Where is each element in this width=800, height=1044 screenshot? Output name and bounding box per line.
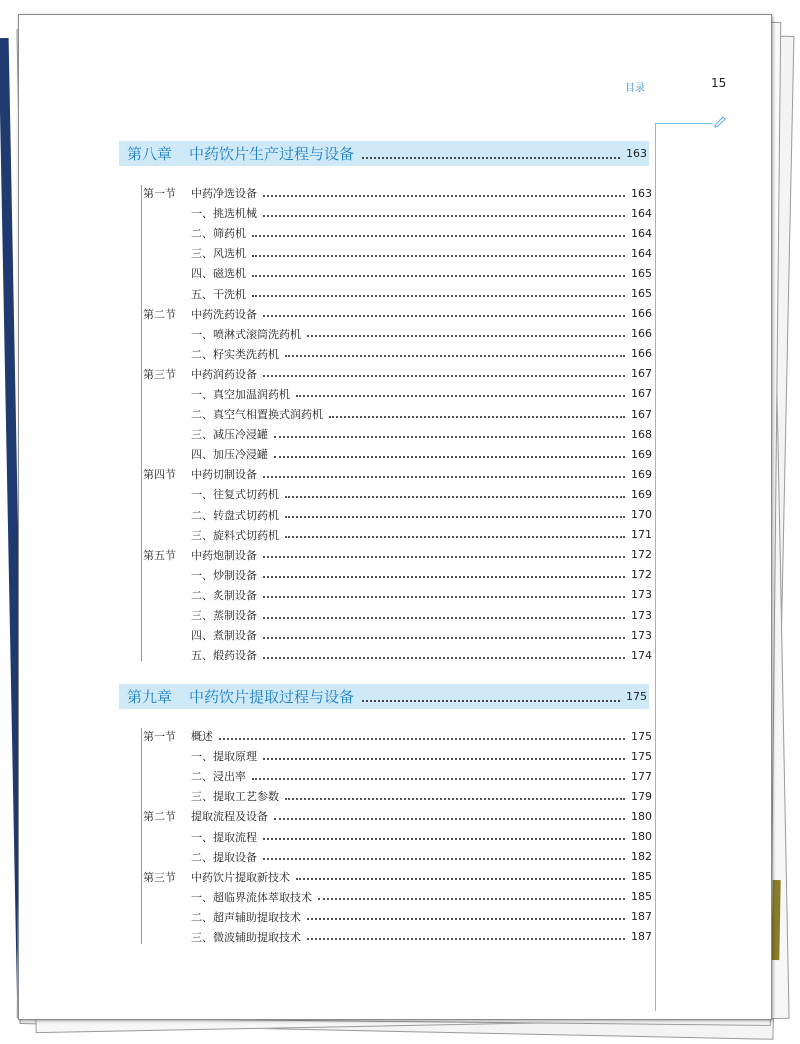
entry-title: 二、超声辅助提取技术 bbox=[191, 910, 301, 924]
entry-title: 二、筛药机 bbox=[191, 227, 246, 241]
entry-title: 四、加压冷浸罐 bbox=[191, 448, 268, 462]
chapter-number: 第八章 bbox=[127, 145, 173, 163]
leader-dots bbox=[263, 375, 625, 377]
toc-section-row[interactable] bbox=[143, 183, 652, 203]
toc-section-row[interactable] bbox=[143, 304, 652, 324]
toc-item-row[interactable] bbox=[143, 203, 652, 223]
toc-section-row[interactable] bbox=[143, 364, 652, 384]
entry-page: 175 bbox=[631, 749, 652, 763]
margin-rule-top bbox=[655, 123, 713, 124]
section-number: 第二节 bbox=[143, 810, 176, 824]
toc-item-row[interactable] bbox=[143, 384, 652, 404]
leader-dots bbox=[263, 637, 625, 639]
entry-title: 三、风选机 bbox=[191, 247, 246, 261]
leader-dots bbox=[252, 295, 625, 297]
leader-dots bbox=[296, 878, 625, 880]
chapter-heading[interactable] bbox=[119, 684, 649, 709]
leader-dots bbox=[219, 738, 625, 740]
entry-page: 187 bbox=[631, 930, 652, 944]
entry-title: 二、炙制设备 bbox=[191, 588, 257, 602]
entry-title: 一、超临界流体萃取技术 bbox=[191, 890, 312, 904]
chapter-page: 163 bbox=[626, 147, 647, 160]
leader-dots bbox=[307, 335, 625, 337]
entry-page: 172 bbox=[631, 568, 652, 582]
leader-dots bbox=[285, 536, 625, 538]
toc-section-row[interactable] bbox=[143, 545, 652, 565]
toc-list bbox=[143, 726, 652, 947]
leader-dots bbox=[307, 918, 625, 920]
entry-page: 163 bbox=[631, 186, 652, 200]
section-number: 第三节 bbox=[143, 367, 176, 381]
entry-title: 三、减压冷浸罐 bbox=[191, 428, 268, 442]
entry-title: 二、转盘式切药机 bbox=[191, 508, 279, 522]
entry-page: 172 bbox=[631, 548, 652, 562]
toc-item-row[interactable] bbox=[143, 605, 652, 625]
entry-page: 187 bbox=[631, 910, 652, 924]
entry-page: 164 bbox=[631, 226, 652, 240]
section-number: 第三节 bbox=[143, 870, 176, 884]
toc-item-row[interactable] bbox=[143, 887, 652, 907]
entry-title: 中药饮片提取新技术 bbox=[191, 870, 290, 884]
leader-dots bbox=[362, 700, 620, 702]
toc-item-row[interactable] bbox=[143, 424, 652, 444]
entry-title: 二、籽实类洗药机 bbox=[191, 347, 279, 361]
chapter-number: 第九章 bbox=[127, 688, 173, 706]
entry-page: 179 bbox=[631, 789, 652, 803]
entry-title: 一、真空加温润药机 bbox=[191, 387, 290, 401]
toc-section-row[interactable] bbox=[143, 867, 652, 887]
chapter-heading[interactable] bbox=[119, 141, 649, 166]
leader-dots bbox=[252, 235, 625, 237]
leader-dots bbox=[263, 617, 625, 619]
leader-dots bbox=[263, 838, 625, 840]
entry-title: 二、真空气相置换式润药机 bbox=[191, 408, 323, 422]
running-header-section: 目录 bbox=[625, 83, 645, 94]
toc-item-row[interactable] bbox=[143, 444, 652, 464]
entry-title: 中药洗药设备 bbox=[191, 307, 257, 321]
entry-title: 一、往复式切药机 bbox=[191, 488, 279, 502]
toc-item-row[interactable] bbox=[143, 223, 652, 243]
leader-dots bbox=[263, 576, 625, 578]
entry-page: 164 bbox=[631, 246, 652, 260]
entry-page: 173 bbox=[631, 628, 652, 642]
entry-page: 180 bbox=[631, 809, 652, 823]
leader-dots bbox=[263, 596, 625, 598]
entry-page: 165 bbox=[631, 266, 652, 280]
leader-dots bbox=[285, 798, 625, 800]
entry-title: 三、微波辅助提取技术 bbox=[191, 930, 301, 944]
leader-dots bbox=[263, 476, 625, 478]
toc-item-row[interactable] bbox=[143, 525, 652, 545]
chapter-title: 中药饮片生产过程与设备 bbox=[189, 145, 355, 163]
leader-dots bbox=[252, 255, 625, 257]
leader-dots bbox=[274, 436, 625, 438]
toc-section-row[interactable] bbox=[143, 464, 652, 484]
entry-page: 168 bbox=[631, 427, 652, 441]
entry-page: 174 bbox=[631, 648, 652, 662]
toc-item-row[interactable] bbox=[143, 263, 652, 283]
entry-page: 166 bbox=[631, 327, 652, 341]
entry-page: 165 bbox=[631, 287, 652, 301]
section-number: 第一节 bbox=[143, 730, 176, 744]
leader-dots bbox=[263, 556, 625, 558]
toc-item-row[interactable] bbox=[143, 786, 652, 806]
entry-title: 中药净选设备 bbox=[191, 187, 257, 201]
leader-dots bbox=[252, 275, 625, 277]
entry-title: 一、提取原理 bbox=[191, 750, 257, 764]
section-number: 第四节 bbox=[143, 468, 176, 482]
entry-title: 三、旋料式切药机 bbox=[191, 528, 279, 542]
entry-title: 二、提取设备 bbox=[191, 850, 257, 864]
leader-dots bbox=[274, 456, 625, 458]
section-number: 第五节 bbox=[143, 548, 176, 562]
toc-item-row[interactable] bbox=[143, 484, 652, 504]
entry-title: 四、煮制设备 bbox=[191, 629, 257, 643]
leader-dots bbox=[296, 395, 625, 397]
entry-page: 167 bbox=[631, 407, 652, 421]
leader-dots bbox=[307, 938, 625, 940]
entry-page: 167 bbox=[631, 387, 652, 401]
entry-page: 169 bbox=[631, 447, 652, 461]
entry-title: 中药炮制设备 bbox=[191, 548, 257, 562]
toc-item-row[interactable] bbox=[143, 826, 652, 846]
leader-dots bbox=[318, 898, 625, 900]
entry-title: 五、煅药设备 bbox=[191, 649, 257, 663]
entry-page: 185 bbox=[631, 890, 652, 904]
book-spine-edge bbox=[771, 880, 780, 960]
toc-item-row[interactable] bbox=[143, 324, 652, 344]
entry-title: 中药润药设备 bbox=[191, 367, 257, 381]
toc-list bbox=[143, 183, 652, 665]
chapter-title: 中药饮片提取过程与设备 bbox=[189, 688, 355, 706]
entry-title: 概述 bbox=[191, 730, 213, 744]
leader-dots bbox=[263, 758, 625, 760]
leader-dots bbox=[263, 315, 625, 317]
entry-title: 三、提取工艺参数 bbox=[191, 790, 279, 804]
entry-title: 中药切制设备 bbox=[191, 468, 257, 482]
toc-item-row[interactable] bbox=[143, 565, 652, 585]
leader-dots bbox=[329, 416, 625, 418]
entry-page: 166 bbox=[631, 307, 652, 321]
toc-item-row[interactable] bbox=[143, 625, 652, 645]
toc-item-row[interactable] bbox=[143, 585, 652, 605]
toc-item-row[interactable] bbox=[143, 907, 652, 927]
leader-dots bbox=[263, 195, 625, 197]
leader-dots bbox=[285, 516, 625, 518]
entry-title: 五、干洗机 bbox=[191, 287, 246, 301]
entry-title: 一、炒制设备 bbox=[191, 568, 257, 582]
leader-dots bbox=[263, 858, 625, 860]
entry-page: 173 bbox=[631, 608, 652, 622]
leader-dots bbox=[252, 778, 625, 780]
entry-page: 175 bbox=[631, 729, 652, 743]
toc-item-row[interactable] bbox=[143, 766, 652, 786]
entry-page: 171 bbox=[631, 528, 652, 542]
toc-item-row[interactable] bbox=[143, 746, 652, 766]
toc-item-row[interactable] bbox=[143, 927, 652, 947]
entry-title: 提取流程及设备 bbox=[191, 810, 268, 824]
pencil-icon bbox=[713, 115, 727, 129]
section-number: 第二节 bbox=[143, 307, 176, 321]
toc-item-row[interactable] bbox=[143, 847, 652, 867]
entry-title: 一、提取流程 bbox=[191, 830, 257, 844]
entry-page: 166 bbox=[631, 347, 652, 361]
leader-dots bbox=[263, 657, 625, 659]
entry-title: 一、喷淋式滚筒洗药机 bbox=[191, 327, 301, 341]
toc-item-row[interactable] bbox=[143, 243, 652, 263]
entry-page: 170 bbox=[631, 508, 652, 522]
toc-item-row[interactable] bbox=[143, 344, 652, 364]
section-number: 第一节 bbox=[143, 187, 176, 201]
chapter-page: 175 bbox=[626, 690, 647, 703]
toc-page bbox=[18, 14, 772, 1020]
toc-item-row[interactable] bbox=[143, 404, 652, 424]
entry-page: 167 bbox=[631, 367, 652, 381]
entry-page: 182 bbox=[631, 850, 652, 864]
entry-title: 一、挑选机械 bbox=[191, 207, 257, 221]
entry-page: 177 bbox=[631, 769, 652, 783]
entry-title: 四、磁选机 bbox=[191, 267, 246, 281]
entry-title: 二、浸出率 bbox=[191, 770, 246, 784]
entry-page: 180 bbox=[631, 830, 652, 844]
entry-page: 169 bbox=[631, 487, 652, 501]
running-header-page-number: 15 bbox=[711, 76, 727, 90]
toc-item-row[interactable] bbox=[143, 505, 652, 525]
entry-page: 164 bbox=[631, 206, 652, 220]
entry-title: 三、蒸制设备 bbox=[191, 609, 257, 623]
section-bracket-line bbox=[141, 185, 142, 661]
leader-dots bbox=[285, 355, 625, 357]
margin-rule bbox=[655, 123, 656, 1011]
entry-page: 169 bbox=[631, 467, 652, 481]
toc-section-row[interactable] bbox=[143, 806, 652, 826]
leader-dots bbox=[285, 496, 625, 498]
leader-dots bbox=[263, 215, 625, 217]
toc-item-row[interactable] bbox=[143, 645, 652, 665]
leader-dots bbox=[362, 157, 620, 159]
toc-item-row[interactable] bbox=[143, 283, 652, 303]
section-bracket-line bbox=[141, 728, 142, 944]
toc-section-row[interactable] bbox=[143, 726, 652, 746]
entry-page: 173 bbox=[631, 588, 652, 602]
leader-dots bbox=[274, 818, 625, 820]
entry-page: 185 bbox=[631, 870, 652, 884]
